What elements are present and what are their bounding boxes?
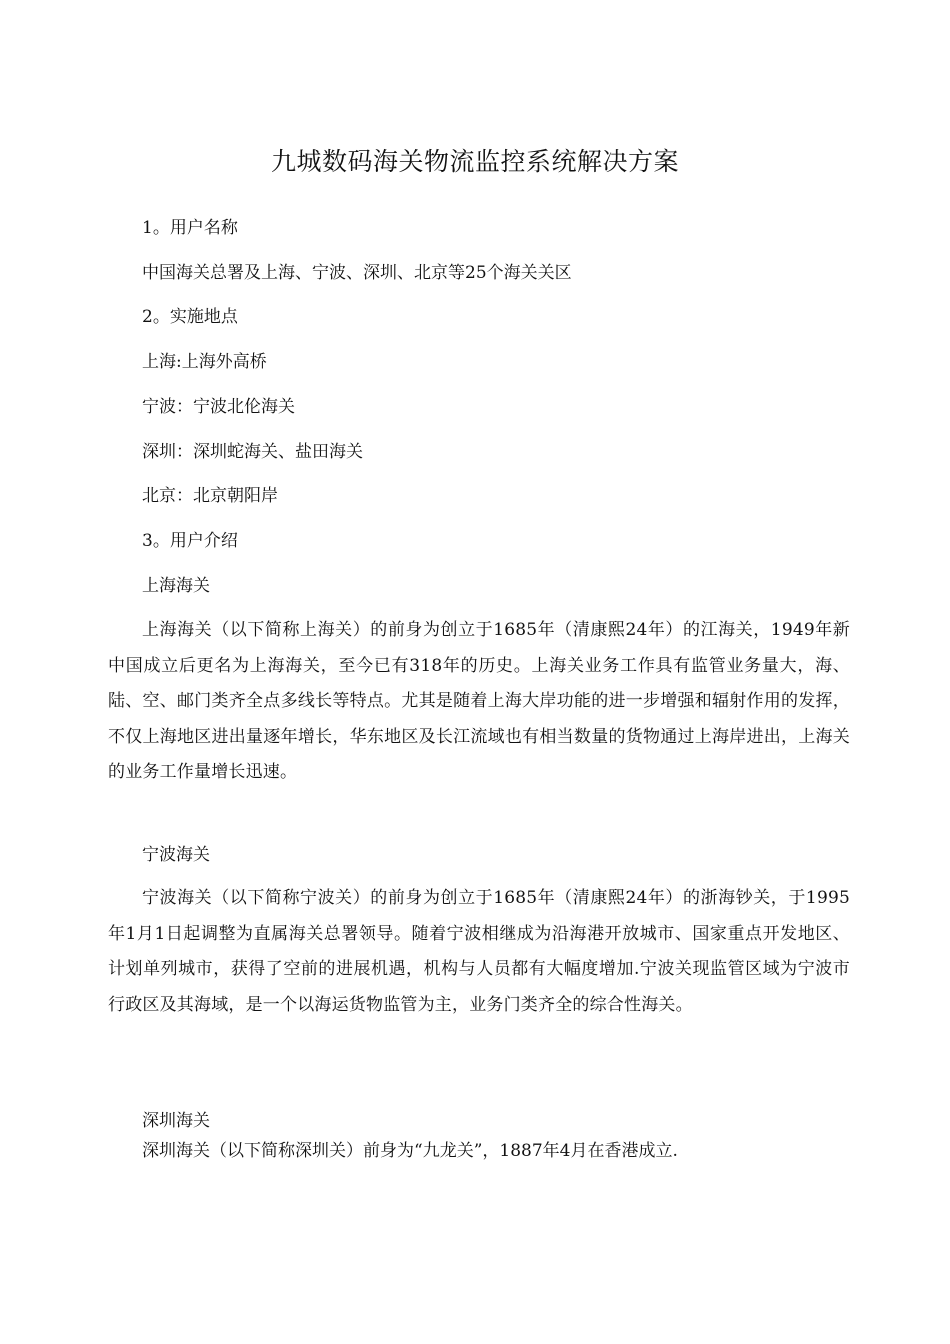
location-shenzhen: 深圳：深圳蛇海关、盐田海关 <box>142 442 363 462</box>
section-2-heading: 2。实施地点 <box>142 307 238 327</box>
location-ningbo: 宁波：宁波北伦海关 <box>142 397 295 417</box>
shanghai-customs-paragraph: 上海海关（以下简称上海关）的前身为创立于1685年（清康熙24年）的江海关，1949年新中国成立后更名为上海海关，至今已有318年的历史。上海关业务工作具有监管业务量大，海、陆、空、邮门类齐全点多线长等特点。尤其是随着上海大岸功能的进一步增强和辐射作用的发挥，不仅上海地区进出量逐年增长，华东地区及长江流域也有相当数量的货物通过上海岸进出，上海关的业务工作量增长迅速。 <box>108 620 850 782</box>
document-title: 九城数码海关物流监控系统解决方案 <box>270 147 679 176</box>
shenzhen-customs-paragraph: 深圳海关（以下简称深圳关）前身为“九龙关”，1887年4月在香港成立. <box>142 1141 678 1161</box>
section-1-heading: 1。用户名称 <box>142 218 238 238</box>
location-beijing: 北京：北京朝阳岸 <box>142 486 278 506</box>
ningbo-customs-heading: 宁波海关 <box>142 845 210 865</box>
ningbo-customs-paragraph: 宁波海关（以下简称宁波关）的前身为创立于1685年（清康熙24年）的浙海钞关，于1995年1月1日起调整为直属海关总署领导。随着宁波相继成为沿海港开放城市、国家重点开发地区、计划单列城市，获得了空前的进展机遇，机构与人员都有大幅度增加.宁波关现监管区域为宁波市行政区及其海域，是一个以海运货物监管为主，业务门类齐全的综合性海关。 <box>108 888 850 1015</box>
section-1-body: 中国海关总署及上海、宁波、深圳、北京等25个海关关区 <box>142 263 572 283</box>
section-3-heading: 3。用户介绍 <box>142 531 238 551</box>
shanghai-customs-heading: 上海海关 <box>142 576 210 596</box>
location-shanghai: 上海:上海外高桥 <box>142 352 267 372</box>
shenzhen-customs-heading: 深圳海关 <box>142 1111 210 1131</box>
